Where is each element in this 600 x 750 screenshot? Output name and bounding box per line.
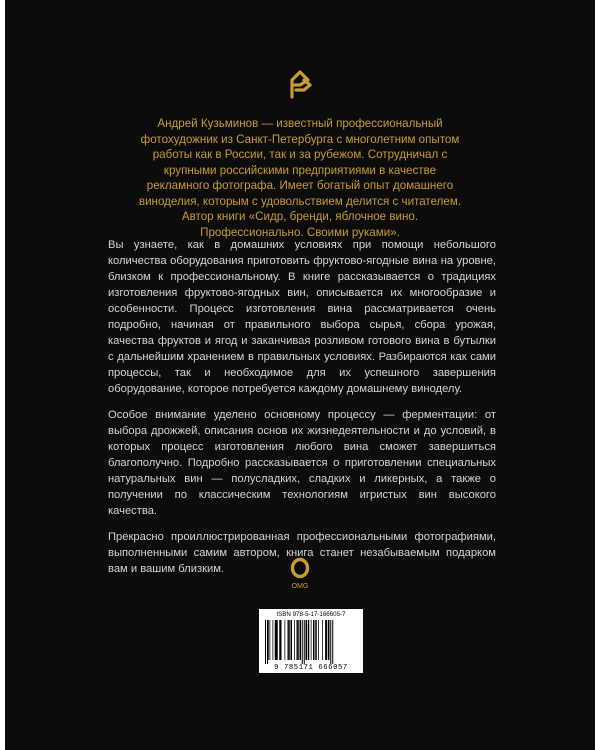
description-paragraph: Особое внимание уделено основному процессу — ферментации: от выбора дрожжей, описания основ их жизнедеятельности и до условий, в которых процесс изготовления любого вина сможет завершиться благополучно. Подробно рассказывается о приготовлении специальных натуральных вин — полусладких, сладких и ликерных, а также о получении по классическим технологиям игристых вин высокого качества. [108, 409, 496, 517]
barcode-block [259, 609, 363, 673]
barcode-bars [263, 620, 359, 664]
brand-logo-icon [283, 67, 317, 101]
publisher-logo-text: OMG [291, 583, 309, 590]
description-paragraph: Прекрасно проиллюстрированная профессиональными фотографиями, выполненными самим автором, книга станет незабываемым подарком вам и вашим близким. [108, 531, 496, 575]
book-back-cover [5, 0, 595, 750]
barcode-digits: 9 785171 666057 [274, 664, 348, 672]
description-paragraph: Вы узнаете, как в домашних условиях при помощи небольшого количества оборудования приготовить фруктово-ягодные вина на уровне, близком к профессиональному. В книге рассказывается о традициях изготовления фруктово-ягодных вин, описывается их многообразие и особенности. Процесс изготовления вина рассматривается очень подробно, начиная от правильного выбора сырья, сбора урожая, качества фруктов и ягод и заканчивая розливом готового вина в бутылки с дальнейшим хранением в правильных условиях. Разбираются как сами процессы, так и необходимое для их успешного завершения оборудование, которое потребуется каждому домашнему виноделу. [108, 239, 496, 395]
publisher-logo [287, 557, 313, 591]
author-bio: Андрей Кузьминов — известный профессиональный фотохудожник из Санкт-Петербурга с многолетним опытом работы как в России, так и за рубежом. Сотрудничал с крупными российскими предприятиями в качестве рекламного фотографа. Имеет богатый опыт домашнего виноделия, которым с удовольствием делится с читателем. Автор книги «Сидр, бренди, яблочное вино. Профессионально. Своими руками». [138, 117, 462, 239]
isbn-text: ISBN 978-5-17-166605-7 [276, 611, 346, 618]
book-description [108, 237, 496, 587]
